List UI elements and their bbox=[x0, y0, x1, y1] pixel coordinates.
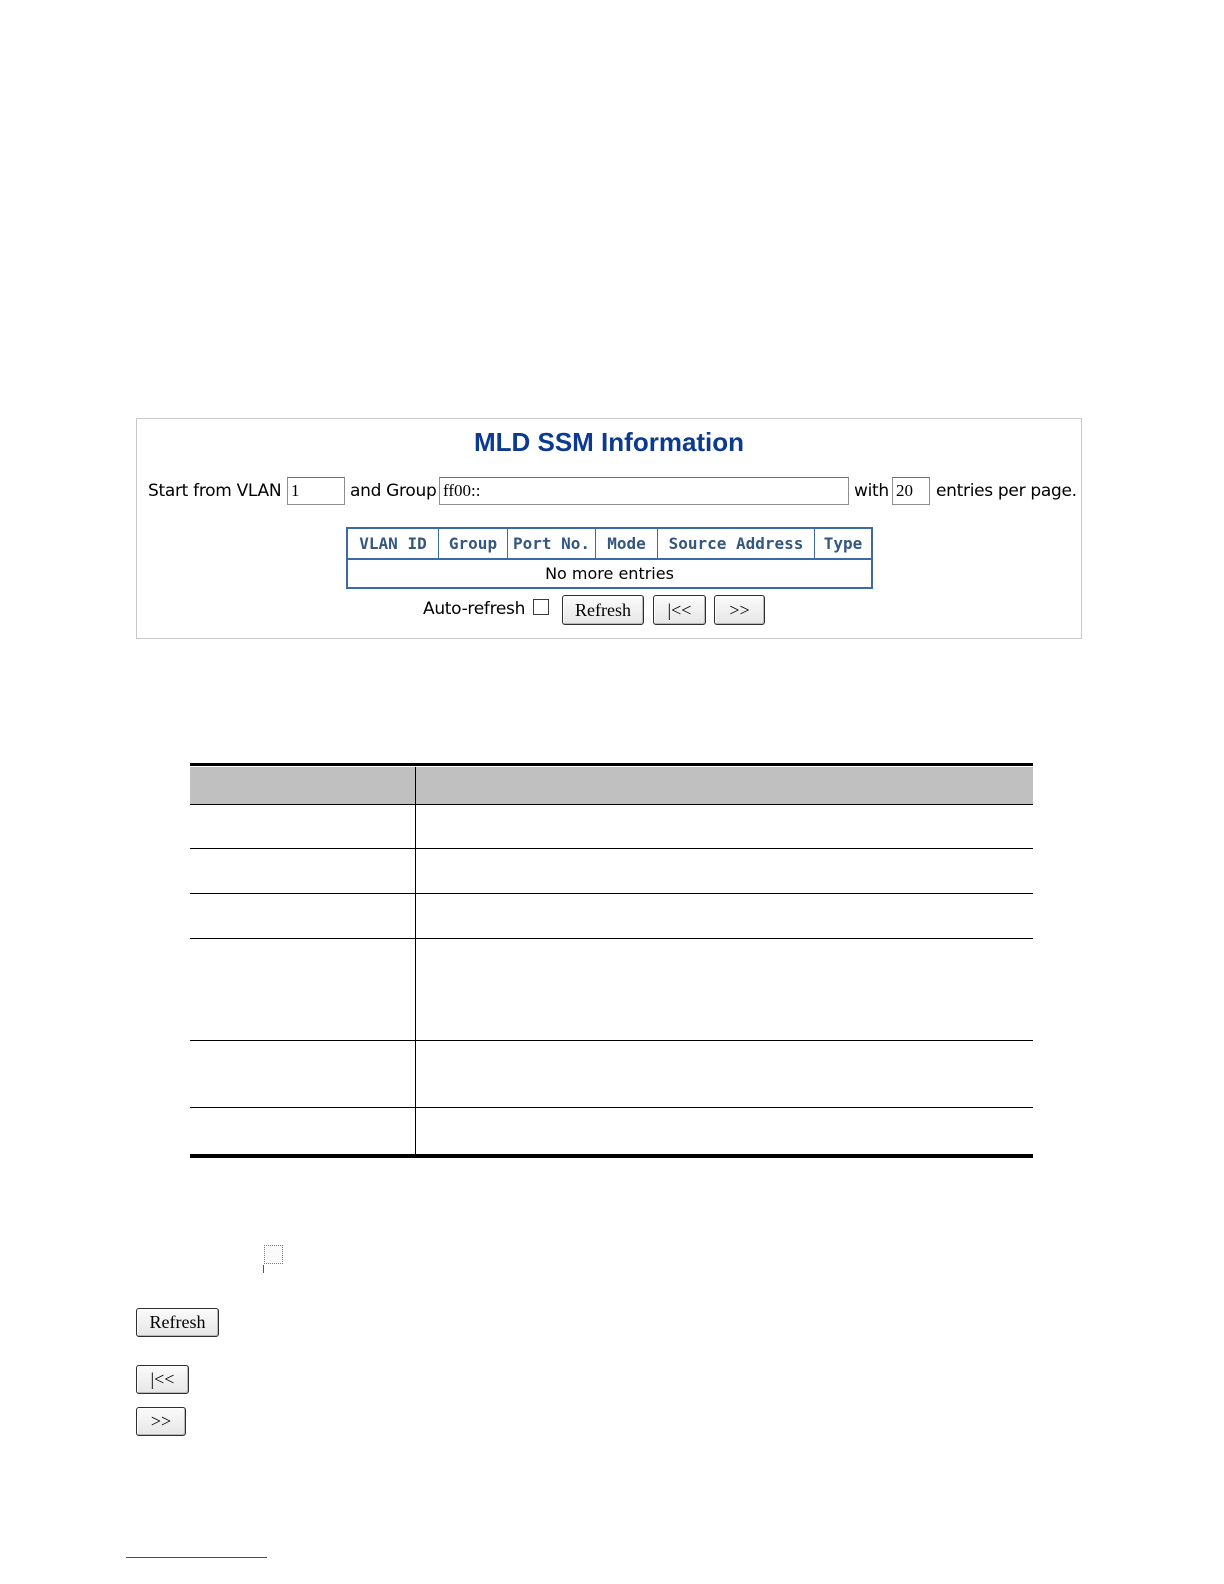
control-row bbox=[137, 595, 1081, 627]
ssm-table bbox=[346, 527, 873, 589]
row-divider bbox=[190, 1107, 1033, 1108]
filter-row bbox=[148, 477, 1078, 507]
col-mode: Mode bbox=[596, 529, 658, 558]
row-divider bbox=[190, 938, 1033, 939]
start-vlan-label: Start from VLAN bbox=[148, 481, 282, 501]
table-bottom-rule bbox=[190, 1154, 1033, 1158]
auto-refresh-checkbox[interactable] bbox=[533, 599, 549, 615]
ssm-table-header bbox=[348, 529, 871, 560]
row-divider bbox=[190, 848, 1033, 849]
col-source-address: Source Address bbox=[658, 529, 815, 558]
col-port-no: Port No. bbox=[508, 529, 596, 558]
row-divider bbox=[190, 1040, 1033, 1041]
entries-per-page-input[interactable] bbox=[892, 477, 930, 505]
empty-row: No more entries bbox=[545, 564, 674, 583]
page-title: MLD SSM Information bbox=[473, 427, 745, 457]
first-page-button[interactable]: |<< bbox=[653, 595, 706, 625]
footer-link-underline bbox=[126, 1557, 267, 1558]
column-divider bbox=[415, 767, 416, 1157]
with-label: with bbox=[854, 481, 889, 501]
col-group: Group bbox=[439, 529, 508, 558]
row-divider bbox=[190, 893, 1033, 894]
text-cursor-mark bbox=[263, 1265, 264, 1273]
entries-suffix-label: entries per page. bbox=[936, 481, 1077, 501]
refresh-button-sample[interactable]: Refresh bbox=[136, 1308, 219, 1337]
start-vlan-input[interactable] bbox=[287, 477, 345, 505]
mld-ssm-panel bbox=[136, 418, 1082, 639]
next-page-button[interactable]: >> bbox=[714, 595, 765, 625]
col-vlan-id: VLAN ID bbox=[348, 529, 439, 558]
table-top-rule bbox=[190, 763, 1033, 766]
group-input[interactable] bbox=[439, 477, 849, 505]
first-page-button-sample[interactable]: |<< bbox=[136, 1365, 189, 1394]
next-page-button-sample[interactable]: >> bbox=[136, 1407, 186, 1436]
description-table-header bbox=[190, 767, 1033, 805]
auto-refresh-checkbox-sample[interactable] bbox=[264, 1245, 283, 1264]
refresh-button[interactable]: Refresh bbox=[562, 595, 644, 625]
col-type: Type bbox=[815, 529, 871, 558]
auto-refresh-label: Auto-refresh bbox=[423, 599, 526, 619]
group-label: and Group bbox=[350, 481, 437, 501]
